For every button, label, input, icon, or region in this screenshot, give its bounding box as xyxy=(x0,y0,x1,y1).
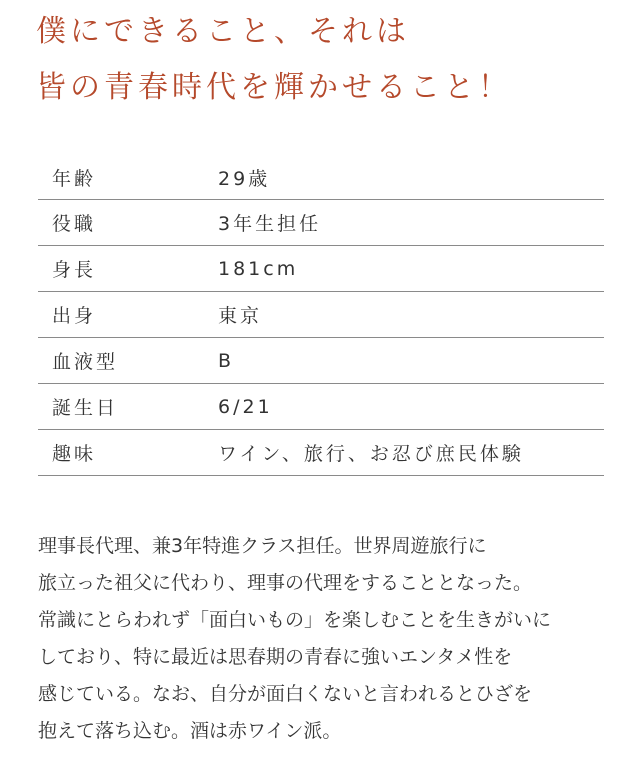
bio-line: しており、特に最近は思春期の青春に強いエンタメ性を xyxy=(38,646,513,668)
profile-value: ワイン、旅行、お忍び庶民体験 xyxy=(218,443,524,465)
bio-line: 理事長代理、兼3年特進クラス担任。世界周遊旅行に xyxy=(38,535,487,557)
profile-label: 身長 xyxy=(52,259,97,281)
profile-label: 趣味 xyxy=(52,443,97,465)
headline-line-2: 皆の青春時代を輝かせること！ xyxy=(36,70,512,105)
profile-row-age xyxy=(38,156,604,200)
profile-row-position xyxy=(38,200,604,246)
profile-row-hobby xyxy=(38,430,604,476)
profile-value: 東京 xyxy=(218,305,263,327)
bio-line: 感じている。なお、自分が面白くないと言われるとひざを xyxy=(38,683,533,705)
bio-line: 旅立った祖父に代わり、理事の代理をすることとなった。 xyxy=(38,572,533,594)
profile-label: 血液型 xyxy=(52,351,119,373)
profile-value: 29歳 xyxy=(218,168,271,190)
profile-value: 6/21 xyxy=(218,395,273,418)
profile-label: 役職 xyxy=(52,213,97,235)
profile-value: 181cm xyxy=(218,257,299,280)
profile-value: 3年生担任 xyxy=(218,213,322,235)
profile-label: 誕生日 xyxy=(52,397,119,419)
profile-row-height xyxy=(38,246,604,292)
headline-line-1: 僕にできること、それは xyxy=(36,14,410,49)
profile-table xyxy=(38,156,604,476)
profile-label: 年齢 xyxy=(52,168,97,190)
bio-paragraph xyxy=(38,528,614,750)
profile-row-birthday xyxy=(38,384,604,430)
bio-line: 常識にとらわれず「面白いもの」を楽しむことを生きがいに xyxy=(38,609,552,631)
profile-row-hometown xyxy=(38,292,604,338)
profile-value: B xyxy=(218,349,235,372)
profile-label: 出身 xyxy=(52,305,97,327)
bio-line: 抱えて落ち込む。酒は赤ワイン派。 xyxy=(38,720,342,742)
headline xyxy=(36,4,636,116)
profile-row-blood-type xyxy=(38,338,604,384)
